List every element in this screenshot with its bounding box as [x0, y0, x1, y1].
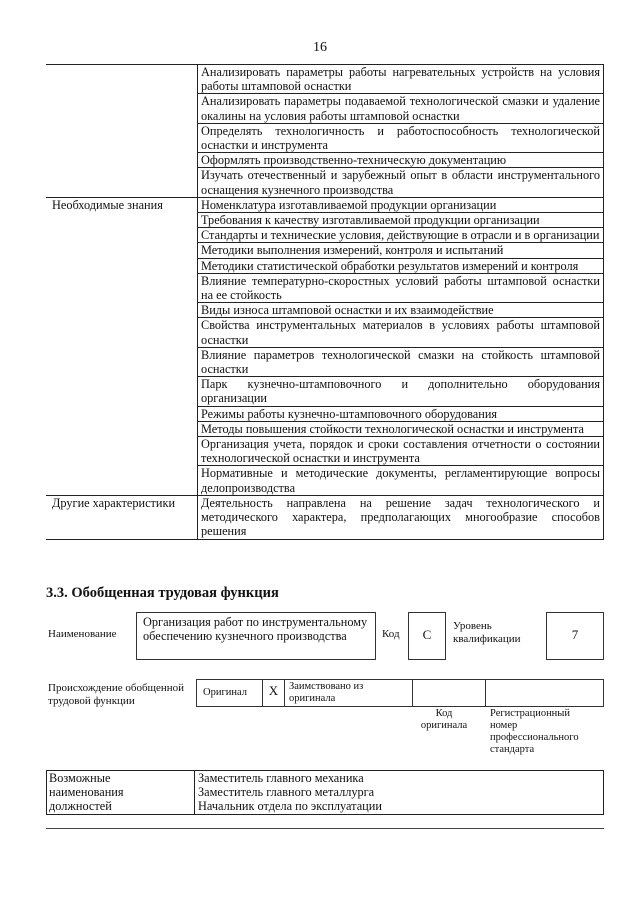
- requirement-item: Анализировать параметры работы нагревательных устройств на условия работы штамповой оснастки: [198, 65, 604, 94]
- requirement-item: Оформлять производственно-техническую документацию: [198, 153, 604, 168]
- table-row: [46, 65, 604, 94]
- reg-number-cell: [485, 680, 603, 706]
- original-code-cell: [413, 680, 486, 706]
- group-label: Необходимые знания: [46, 197, 198, 212]
- table-row: [46, 303, 604, 318]
- requirement-item: Методики выполнения измерений, контроля и испытаний: [198, 243, 604, 258]
- table-row: [46, 466, 604, 495]
- requirement-item: Методики статистической обработки результатов измерений и контроля: [198, 258, 604, 273]
- table-row: [46, 273, 604, 302]
- group-label-cell: [46, 466, 198, 495]
- table-row: [46, 377, 604, 406]
- origin-row: [196, 679, 604, 707]
- table-row: [46, 258, 604, 273]
- code-label: Код: [382, 628, 400, 640]
- reg-number-label: [490, 708, 590, 756]
- table-row: [46, 123, 604, 152]
- table-row: [46, 197, 604, 212]
- requirement-item: Влияние температурно-скоростных условий работы штамповой оснастки на ее стойкость: [198, 273, 604, 302]
- group-label-cell: [46, 94, 198, 123]
- group-label-cell: [46, 243, 198, 258]
- group-label-cell: [46, 437, 198, 466]
- table-row: [46, 153, 604, 168]
- group-label-cell: [46, 123, 198, 152]
- group-label-cell: [46, 303, 198, 318]
- group-label-cell: [46, 421, 198, 436]
- group-label-cell: [46, 406, 198, 421]
- level-label-text: Уровень квалификации: [453, 620, 521, 645]
- name-value: Организация работ по инструментальному обеспечению кузнечного производства: [136, 612, 376, 660]
- requirement-item: Определять технологичность и работоспособность технологической оснастки и инструмента: [198, 123, 604, 152]
- requirement-item: Анализировать параметры подаваемой технологической смазки и удаление окалины на условия работы штамповой оснастки: [198, 94, 604, 123]
- name-label: Наименование: [48, 628, 117, 640]
- group-label-cell: [46, 213, 198, 228]
- position-item: Заместитель главного механика: [198, 771, 364, 785]
- level-value: 7: [546, 612, 604, 660]
- table-row: [46, 406, 604, 421]
- position-item: Начальник отдела по эксплуатации: [198, 799, 382, 814]
- requirement-item: Методы повышения стойкости технологической оснастки и инструмента: [198, 421, 604, 436]
- original-label: Оригинал: [197, 680, 263, 706]
- requirement-item: Изучать отечественный и зарубежный опыт в области инструментального оснащения кузнечного производства: [198, 168, 604, 197]
- table-row: [46, 168, 604, 197]
- group-label: Другие характеристики: [46, 495, 198, 539]
- group-label-cell: [46, 377, 198, 406]
- group-label-cell: [46, 65, 198, 94]
- table-row: [46, 421, 604, 436]
- original-mark: X: [263, 680, 285, 706]
- table-row: [46, 213, 604, 228]
- origin-label-text: Происхождение обобщенной трудовой функции: [48, 682, 185, 707]
- borrowed-label-text: Заимствовано из оригинала: [289, 681, 364, 704]
- table-row: [46, 495, 604, 539]
- borrowed-label: [285, 680, 413, 706]
- requirement-item: Нормативные и методические документы, регламентирующие вопросы делопроизводства: [198, 466, 604, 495]
- requirement-item: Стандарты и технические условия, действующие в отрасли и в организации: [198, 228, 604, 243]
- table-row: [46, 437, 604, 466]
- code-of-original-label: Код оригинала: [420, 708, 468, 731]
- group-label-cell: [46, 258, 198, 273]
- group-label-cell: [46, 228, 198, 243]
- requirement-item: Свойства инструментальных материалов в условиях работы штамповой оснастки: [198, 318, 604, 347]
- page-number: 16: [313, 40, 327, 55]
- positions-table: [46, 770, 604, 815]
- position-item: Заместитель главного металлурга: [198, 785, 375, 800]
- group-label-cell: [46, 153, 198, 168]
- table-row: [46, 94, 604, 123]
- requirement-item: Организация учета, порядок и сроки составления отчетности о состоянии технологической оснастки и инструмента: [198, 437, 604, 466]
- group-label-cell: [46, 168, 198, 197]
- table-row: [46, 347, 604, 376]
- group-label-cell: [46, 347, 198, 376]
- table-row: [46, 243, 604, 258]
- group-label-cell: [46, 273, 198, 302]
- code-value: C: [408, 612, 446, 660]
- table-row: [46, 318, 604, 347]
- footer-divider: [46, 828, 604, 829]
- requirement-item: Номенклатура изготавливаемой продукции организации: [198, 197, 604, 212]
- origin-label: [48, 682, 194, 708]
- requirement-item: Парк кузнечно-штамповочного и дополнительно оборудования организации: [198, 377, 604, 406]
- requirement-item: Виды износа штамповой оснастки и их взаимодействие: [198, 303, 604, 318]
- positions-label-text: Возможные наименования должностей: [49, 771, 124, 814]
- group-label-cell: [46, 318, 198, 347]
- level-label: [453, 620, 533, 646]
- requirements-table: [46, 64, 604, 540]
- requirement-item: Требования к качеству изготавливаемой продукции организации: [198, 213, 604, 228]
- section-title: 3.3. Обобщенная трудовая функция: [46, 585, 279, 601]
- reg-number-label-text: Регистрационный номер профессионального стандарта: [490, 708, 579, 755]
- requirement-item: Режимы работы кузнечно-штамповочного оборудования: [198, 406, 604, 421]
- table-row: [46, 228, 604, 243]
- positions-label: [47, 771, 195, 815]
- positions-values: [195, 771, 604, 815]
- requirement-item: Деятельность направлена на решение задач технологического и методического характера, предполагающих многообразие способов решения: [198, 495, 604, 539]
- positions-row: [47, 771, 604, 815]
- requirement-item: Влияние параметров технологической смазки на стойкость штамповой оснастки: [198, 347, 604, 376]
